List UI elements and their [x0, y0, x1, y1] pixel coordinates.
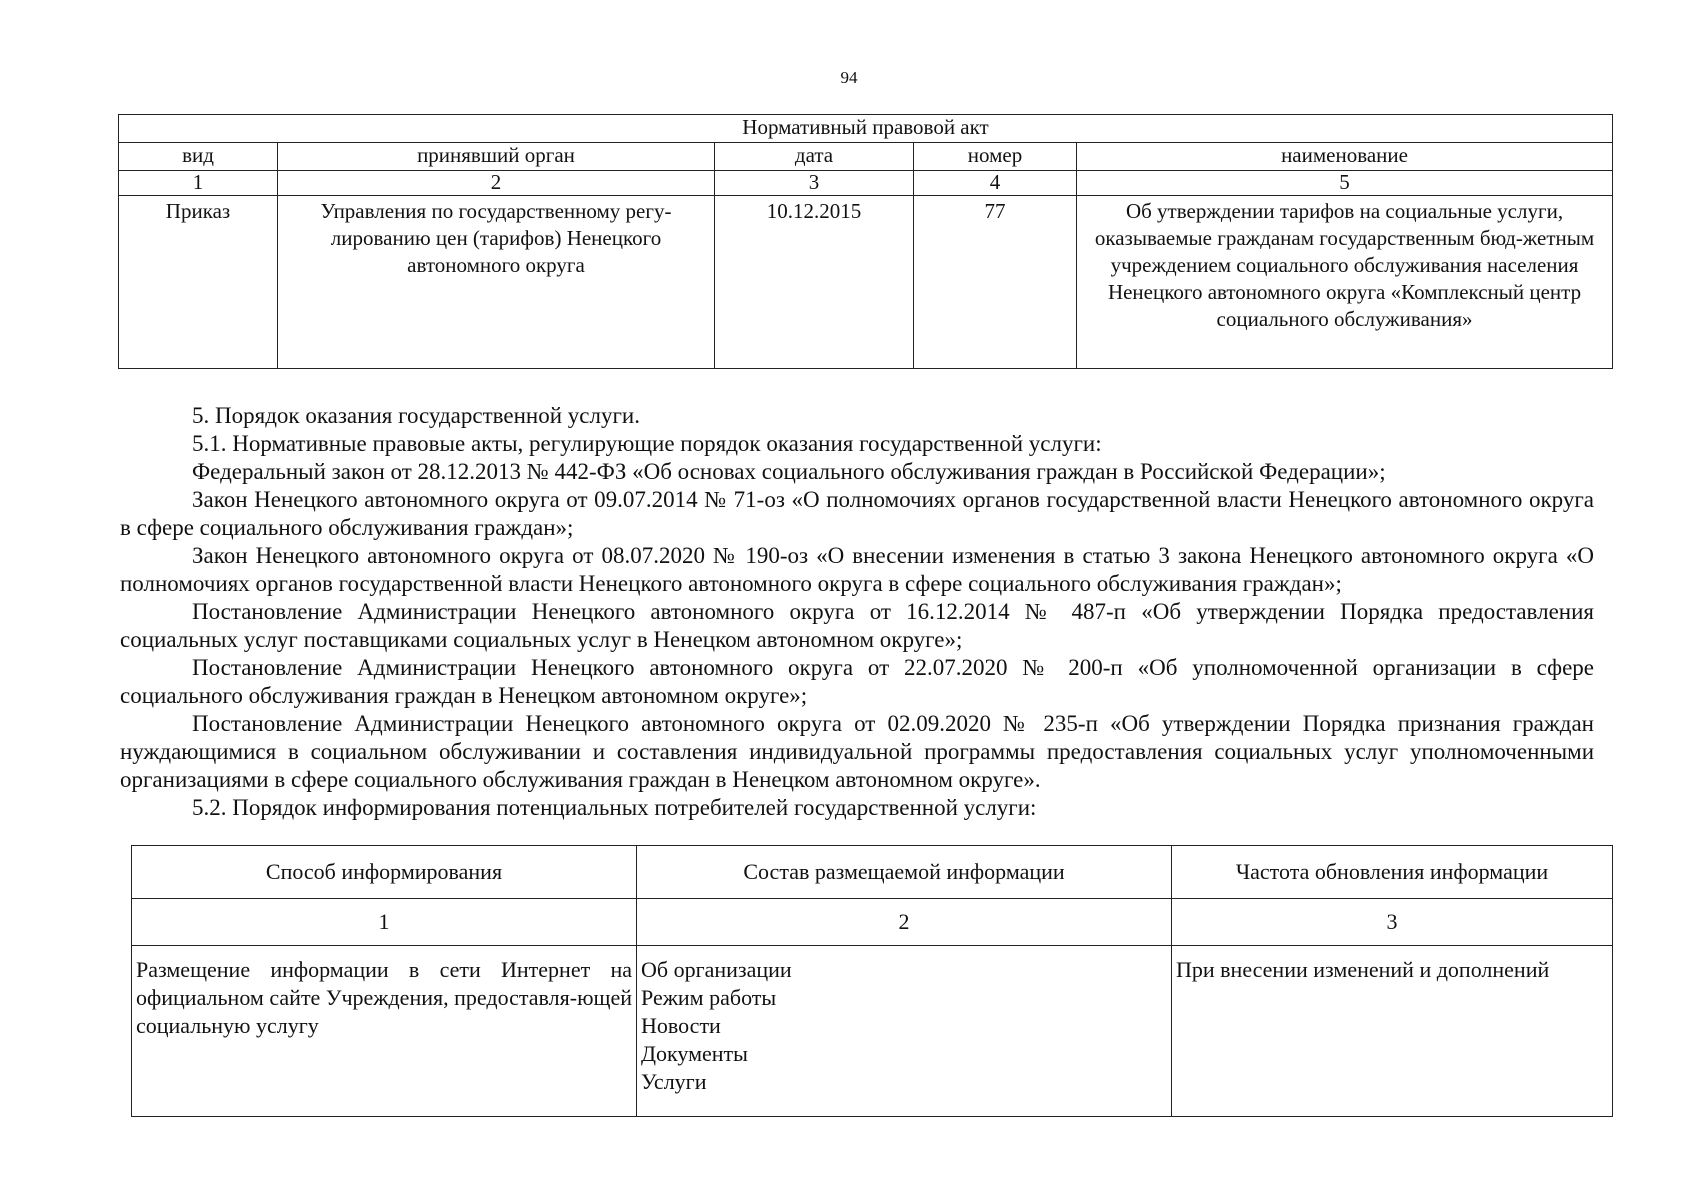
column-header: дата	[715, 143, 914, 171]
column-number: 3	[715, 171, 914, 196]
table-row	[132, 846, 1613, 899]
column-number: 1	[119, 171, 278, 196]
act-kind: Приказ	[119, 196, 278, 369]
column-header: принявший орган	[278, 143, 715, 171]
law-paragraph: Закон Ненецкого автономного округа от 08.07.2020 № 190-оз «О внесении изменения в статью 3 закона Ненецкого автономного округа «О полномочиях органов государственной власти Ненецкого автономного округа в сфере социального обслуживания граждан»;	[120, 543, 1594, 596]
informing-table	[131, 845, 1613, 1117]
content-item: Документы	[641, 1041, 748, 1066]
column-number: 5	[1077, 171, 1613, 196]
table-row	[132, 946, 1613, 1117]
column-number: 1	[132, 899, 637, 946]
law-paragraph: Постановление Администрации Ненецкого автономного округа от 16.12.2014 № 487-п «Об утверждении Порядка предоставления социальных услуг поставщиками социальных услуг в Ненецком автономном округе»;	[120, 599, 1594, 652]
act-date: 10.12.2015	[715, 196, 914, 369]
column-number: 3	[1172, 899, 1613, 946]
column-header: наименование	[1077, 143, 1613, 171]
column-number: 4	[914, 171, 1077, 196]
table-row	[132, 899, 1613, 946]
column-header: Частота обновления информации	[1172, 846, 1613, 899]
informing-method: Размещение информации в сети Интернет на официальном сайте Учреждения, предоставля-ющей социальную услугу	[132, 946, 637, 1117]
page-number: 94	[840, 68, 858, 87]
act-name: Об утверждении тарифов на социальные услуги, оказываемые гражданам государственным бюд-жетным учреждением социального обслуживания населения Ненецкого автономного округа «Комплексный центр социального обслуживания»	[1077, 196, 1613, 369]
table-row	[119, 196, 1613, 369]
column-number: 2	[637, 899, 1172, 946]
subsection-heading: 5.1. Нормативные правовые акты, регулирующие порядок оказания государственной услуги:	[192, 431, 1102, 456]
column-number: 2	[278, 171, 715, 196]
law-paragraph: Постановление Администрации Ненецкого автономного округа от 22.07.2020 № 200-п «Об уполномоченной организации в сфере социального обслуживания граждан в Ненецком автономном округе»;	[120, 655, 1594, 708]
section-heading: 5. Порядок оказания государственной услуги.	[192, 403, 640, 428]
subsection-heading: 5.2. Порядок информирования потенциальных потребителей государственной услуги:	[192, 795, 1037, 820]
content-item: Об организации	[641, 957, 792, 982]
table-row	[119, 115, 1613, 143]
column-header: вид	[119, 143, 278, 171]
law-paragraph: Закон Ненецкого автономного округа от 09.07.2014 № 71-оз «О полномочиях органов государственной власти Ненецкого автономного округа в сфере социального обслуживания граждан»;	[120, 487, 1594, 540]
column-header: Способ информирования	[132, 846, 637, 899]
update-frequency: При внесении изменений и дополнений	[1172, 946, 1613, 1117]
content-item: Услуги	[641, 1069, 707, 1094]
column-header: номер	[914, 143, 1077, 171]
table-row	[119, 171, 1613, 196]
table-row	[119, 143, 1613, 171]
informing-content	[637, 946, 1172, 1117]
act-body: Управления по государственному регу-лированию цен (тарифов) Ненецкого автономного округа	[278, 196, 715, 369]
content-item: Режим работы	[641, 985, 777, 1010]
column-header: Состав размещаемой информации	[637, 846, 1172, 899]
group-header: Нормативный правовой акт	[119, 115, 1613, 143]
content-item: Новости	[641, 1013, 721, 1038]
legal-act-table	[118, 114, 1613, 369]
law-paragraph: Федеральный закон от 28.12.2013 № 442-ФЗ «Об основах социального обслуживания граждан в Российской Федерации»;	[192, 459, 1386, 484]
law-paragraph: Постановление Администрации Ненецкого автономного округа от 02.09.2020 № 235-п «Об утверждении Порядка признания граждан нуждающимися в социальном обслуживании и составления индивидуальной программы предоставления социальных услуг уполномоченными организациями в сфере социального обслуживания граждан в Ненецком автономном округе».	[120, 711, 1594, 792]
act-number: 77	[914, 196, 1077, 369]
